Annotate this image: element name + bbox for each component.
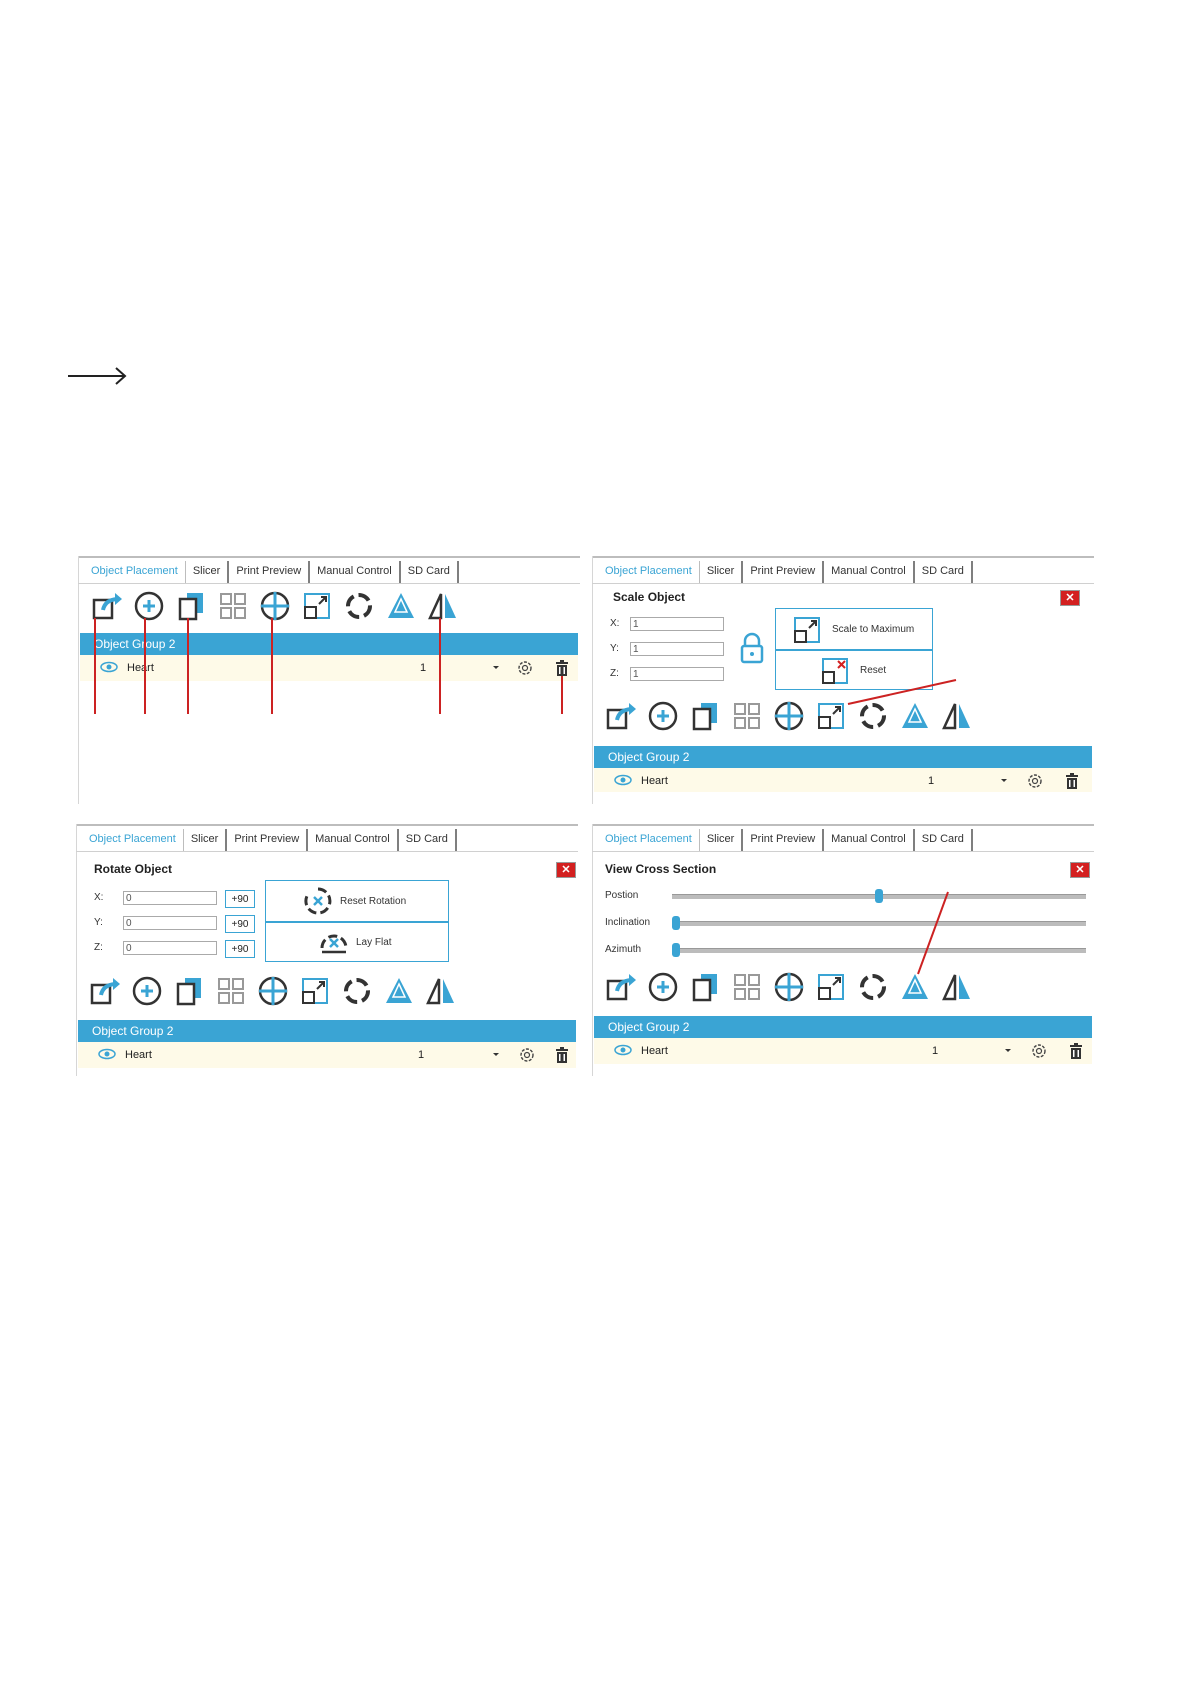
cross-section-icon: [899, 971, 931, 1003]
center-button[interactable]: [252, 974, 294, 1008]
mirror-button[interactable]: [422, 589, 464, 623]
arrange-button[interactable]: [210, 974, 252, 1008]
tab-manual-control[interactable]: Manual Control: [308, 829, 399, 851]
inclination-slider[interactable]: [672, 921, 1086, 926]
arrange-icon: [217, 590, 249, 622]
copy-icon: [689, 971, 721, 1003]
tab-slicer[interactable]: Slicer: [700, 829, 744, 851]
panel-border: [592, 824, 593, 1076]
rotate-button[interactable]: [852, 970, 894, 1004]
reset-label: Reset: [860, 665, 887, 676]
chevron-down-icon[interactable]: [1000, 773, 1008, 787]
reset-scale-icon: [819, 655, 851, 687]
tab-divider: [592, 851, 1094, 852]
toolbar: [600, 970, 978, 1004]
panel-title: View Cross Section: [605, 862, 717, 876]
center-button[interactable]: [768, 970, 810, 1004]
toolbar: [86, 589, 464, 623]
scale-to-maximum-label: Scale to Maximum: [832, 624, 915, 635]
reset-scale-button[interactable]: [775, 650, 933, 690]
reset-rotation-icon: [302, 885, 334, 917]
tab-sd-card[interactable]: SD Card: [915, 561, 973, 583]
scale-button[interactable]: [810, 970, 852, 1004]
add-icon: [647, 971, 679, 1003]
object-row[interactable]: [594, 1038, 1092, 1064]
tab-manual-control[interactable]: Manual Control: [824, 829, 915, 851]
lay-flat-label: Lay Flat: [356, 937, 392, 948]
rotate-x-field[interactable]: 0: [123, 891, 217, 905]
copy-button[interactable]: [684, 970, 726, 1004]
arrange-icon: [731, 971, 763, 1003]
rotate-button[interactable]: [852, 699, 894, 733]
object-name: Heart: [125, 1049, 152, 1061]
tab-divider: [76, 851, 578, 852]
tab-bar: [598, 829, 973, 851]
arrange-button[interactable]: [726, 970, 768, 1004]
center-icon: [257, 975, 289, 1007]
panel-scale-object: [592, 556, 1094, 804]
trash-icon[interactable]: [1068, 1042, 1084, 1060]
panel-title: Scale Object: [613, 590, 686, 604]
x-label: X:: [94, 892, 104, 903]
arrange-icon: [215, 975, 247, 1007]
tab-print-preview[interactable]: Print Preview: [227, 829, 308, 851]
export-icon: [605, 700, 637, 732]
scale-icon: [791, 614, 823, 646]
mirror-icon: [427, 590, 459, 622]
close-button[interactable]: ✕: [1060, 590, 1080, 606]
mirror-button[interactable]: [420, 974, 462, 1008]
arrange-button[interactable]: [212, 589, 254, 623]
object-row[interactable]: [78, 1042, 576, 1068]
tab-divider: [78, 583, 580, 584]
tab-object-placement[interactable]: Object Placement: [82, 829, 184, 851]
rotate-y-field[interactable]: 0: [123, 916, 217, 930]
mirror-button[interactable]: [936, 970, 978, 1004]
cross-section-button[interactable]: [894, 699, 936, 733]
tab-bar: [598, 561, 973, 583]
eye-icon[interactable]: [614, 774, 632, 786]
gear-icon[interactable]: [1030, 1042, 1048, 1060]
add-button[interactable]: [126, 974, 168, 1008]
slider-handle[interactable]: [875, 889, 883, 903]
tab-slicer[interactable]: Slicer: [184, 829, 228, 851]
y-label: Y:: [610, 643, 619, 654]
toolbar: [600, 699, 978, 733]
lay-flat-icon: [318, 926, 350, 958]
export-button[interactable]: [84, 974, 126, 1008]
object-row[interactable]: [80, 655, 578, 681]
scale-button[interactable]: [294, 974, 336, 1008]
gear-icon[interactable]: [518, 1046, 536, 1064]
tab-bar: [84, 561, 459, 583]
object-name: Heart: [641, 1045, 668, 1057]
arrow-icon: [66, 364, 128, 388]
scale-button[interactable]: [810, 699, 852, 733]
tab-divider: [592, 583, 1094, 584]
reset-rotation-label: Reset Rotation: [340, 896, 407, 907]
inclination-label: Inclination: [605, 917, 651, 928]
copy-icon: [175, 590, 207, 622]
object-group-header[interactable]: Object Group 2: [80, 633, 578, 655]
scale-x-field[interactable]: 1: [630, 617, 724, 631]
trash-icon[interactable]: [1064, 772, 1080, 790]
tab-slicer[interactable]: Slicer: [700, 561, 744, 583]
panel-object-placement: [78, 556, 580, 804]
export-button[interactable]: [600, 699, 642, 733]
z-label: Z:: [94, 942, 103, 953]
object-group-header[interactable]: Object Group 2: [594, 746, 1092, 768]
panel-border: [592, 824, 1094, 826]
panel-title: Rotate Object: [94, 862, 173, 876]
z-label: Z:: [610, 668, 619, 679]
copy-icon: [173, 975, 205, 1007]
panel-border: [78, 556, 580, 558]
tab-print-preview[interactable]: Print Preview: [743, 829, 824, 851]
chevron-down-icon[interactable]: [1004, 1043, 1012, 1057]
panel-border: [592, 556, 593, 804]
rotate-x-plus90-button[interactable]: +90: [225, 890, 255, 908]
azimuth-slider[interactable]: [672, 948, 1086, 953]
azimuth-label: Azimuth: [605, 944, 642, 955]
lock-icon[interactable]: [739, 632, 765, 664]
scale-icon: [299, 975, 331, 1007]
slider-handle[interactable]: [672, 916, 680, 930]
tab-bar: [82, 829, 457, 851]
scale-to-maximum-button[interactable]: [775, 608, 933, 650]
tab-manual-control[interactable]: Manual Control: [310, 561, 401, 583]
scale-y-field[interactable]: 1: [630, 642, 724, 656]
copy-button[interactable]: [684, 699, 726, 733]
center-icon: [259, 590, 291, 622]
tab-object-placement[interactable]: Object Placement: [598, 829, 700, 851]
close-button[interactable]: ✕: [1070, 862, 1090, 878]
x-label: X:: [610, 618, 620, 629]
object-group-header[interactable]: Object Group 2: [78, 1020, 576, 1042]
panel-rotate-object: [76, 824, 578, 1076]
export-button[interactable]: [86, 589, 128, 623]
center-icon: [773, 971, 805, 1003]
mirror-button[interactable]: [936, 699, 978, 733]
quantity-value[interactable]: 1: [932, 1045, 939, 1057]
chevron-down-icon[interactable]: [492, 1047, 500, 1061]
cross-section-icon: [899, 700, 931, 732]
center-icon: [773, 700, 805, 732]
object-name: Heart: [127, 662, 154, 674]
rotate-icon: [341, 975, 373, 1007]
object-name: Heart: [641, 775, 668, 787]
cross-section-icon: [385, 590, 417, 622]
copy-button[interactable]: [168, 974, 210, 1008]
position-label: Postion: [605, 890, 639, 901]
lay-flat-button[interactable]: [265, 922, 449, 962]
add-button[interactable]: [642, 970, 684, 1004]
tab-sd-card[interactable]: SD Card: [915, 829, 973, 851]
rotate-icon: [343, 590, 375, 622]
scale-icon: [301, 590, 333, 622]
mirror-icon: [941, 700, 973, 732]
add-button[interactable]: [128, 589, 170, 623]
arrange-button[interactable]: [726, 699, 768, 733]
panel-border: [76, 824, 578, 826]
tab-print-preview[interactable]: Print Preview: [229, 561, 310, 583]
object-group-header[interactable]: Object Group 2: [594, 1016, 1092, 1038]
mirror-icon: [941, 971, 973, 1003]
reset-rotation-button[interactable]: [265, 880, 449, 922]
rotate-z-field[interactable]: 0: [123, 941, 217, 955]
tab-slicer[interactable]: Slicer: [186, 561, 230, 583]
export-icon: [89, 975, 121, 1007]
rotate-icon: [857, 971, 889, 1003]
center-button[interactable]: [254, 589, 296, 623]
rotate-button[interactable]: [336, 974, 378, 1008]
scale-icon: [815, 700, 847, 732]
tab-object-placement[interactable]: Object Placement: [598, 561, 700, 583]
tab-manual-control[interactable]: Manual Control: [824, 561, 915, 583]
panel-border: [592, 556, 1094, 558]
copy-button[interactable]: [170, 589, 212, 623]
cross-section-button[interactable]: [894, 970, 936, 1004]
eye-icon[interactable]: [100, 661, 118, 673]
gear-icon[interactable]: [516, 659, 534, 677]
eye-icon[interactable]: [614, 1044, 632, 1056]
add-icon: [133, 590, 165, 622]
cross-section-button[interactable]: [378, 974, 420, 1008]
scale-z-field[interactable]: 1: [630, 667, 724, 681]
chevron-down-icon[interactable]: [492, 660, 500, 674]
add-icon: [647, 700, 679, 732]
tab-object-placement[interactable]: Object Placement: [84, 561, 186, 583]
tab-sd-card[interactable]: SD Card: [399, 829, 457, 851]
eye-icon[interactable]: [98, 1048, 116, 1060]
copy-icon: [689, 700, 721, 732]
panel-border: [78, 556, 79, 804]
gear-icon[interactable]: [1026, 772, 1044, 790]
export-icon: [91, 590, 123, 622]
quantity-value[interactable]: 1: [928, 775, 935, 787]
add-icon: [131, 975, 163, 1007]
rotate-button[interactable]: [338, 589, 380, 623]
tab-print-preview[interactable]: Print Preview: [743, 561, 824, 583]
export-button[interactable]: [600, 970, 642, 1004]
cross-section-button[interactable]: [380, 589, 422, 623]
quantity-value[interactable]: 1: [420, 662, 427, 674]
panel-border: [76, 824, 77, 1076]
add-button[interactable]: [642, 699, 684, 733]
center-button[interactable]: [768, 699, 810, 733]
panel-view-cross-section: [592, 824, 1094, 1076]
rotate-z-plus90-button[interactable]: +90: [225, 940, 255, 958]
object-row[interactable]: [594, 768, 1092, 792]
export-icon: [605, 971, 637, 1003]
slider-handle[interactable]: [672, 943, 680, 957]
cross-section-icon: [383, 975, 415, 1007]
toolbar: [84, 974, 462, 1008]
tab-sd-card[interactable]: SD Card: [401, 561, 459, 583]
arrange-icon: [731, 700, 763, 732]
trash-icon[interactable]: [554, 659, 570, 677]
scale-icon: [815, 971, 847, 1003]
rotate-icon: [857, 700, 889, 732]
mirror-icon: [425, 975, 457, 1007]
quantity-value[interactable]: 1: [418, 1049, 425, 1061]
close-button[interactable]: ✕: [556, 862, 576, 878]
trash-icon[interactable]: [554, 1046, 570, 1064]
scale-button[interactable]: [296, 589, 338, 623]
y-label: Y:: [94, 917, 103, 928]
rotate-y-plus90-button[interactable]: +90: [225, 915, 255, 933]
